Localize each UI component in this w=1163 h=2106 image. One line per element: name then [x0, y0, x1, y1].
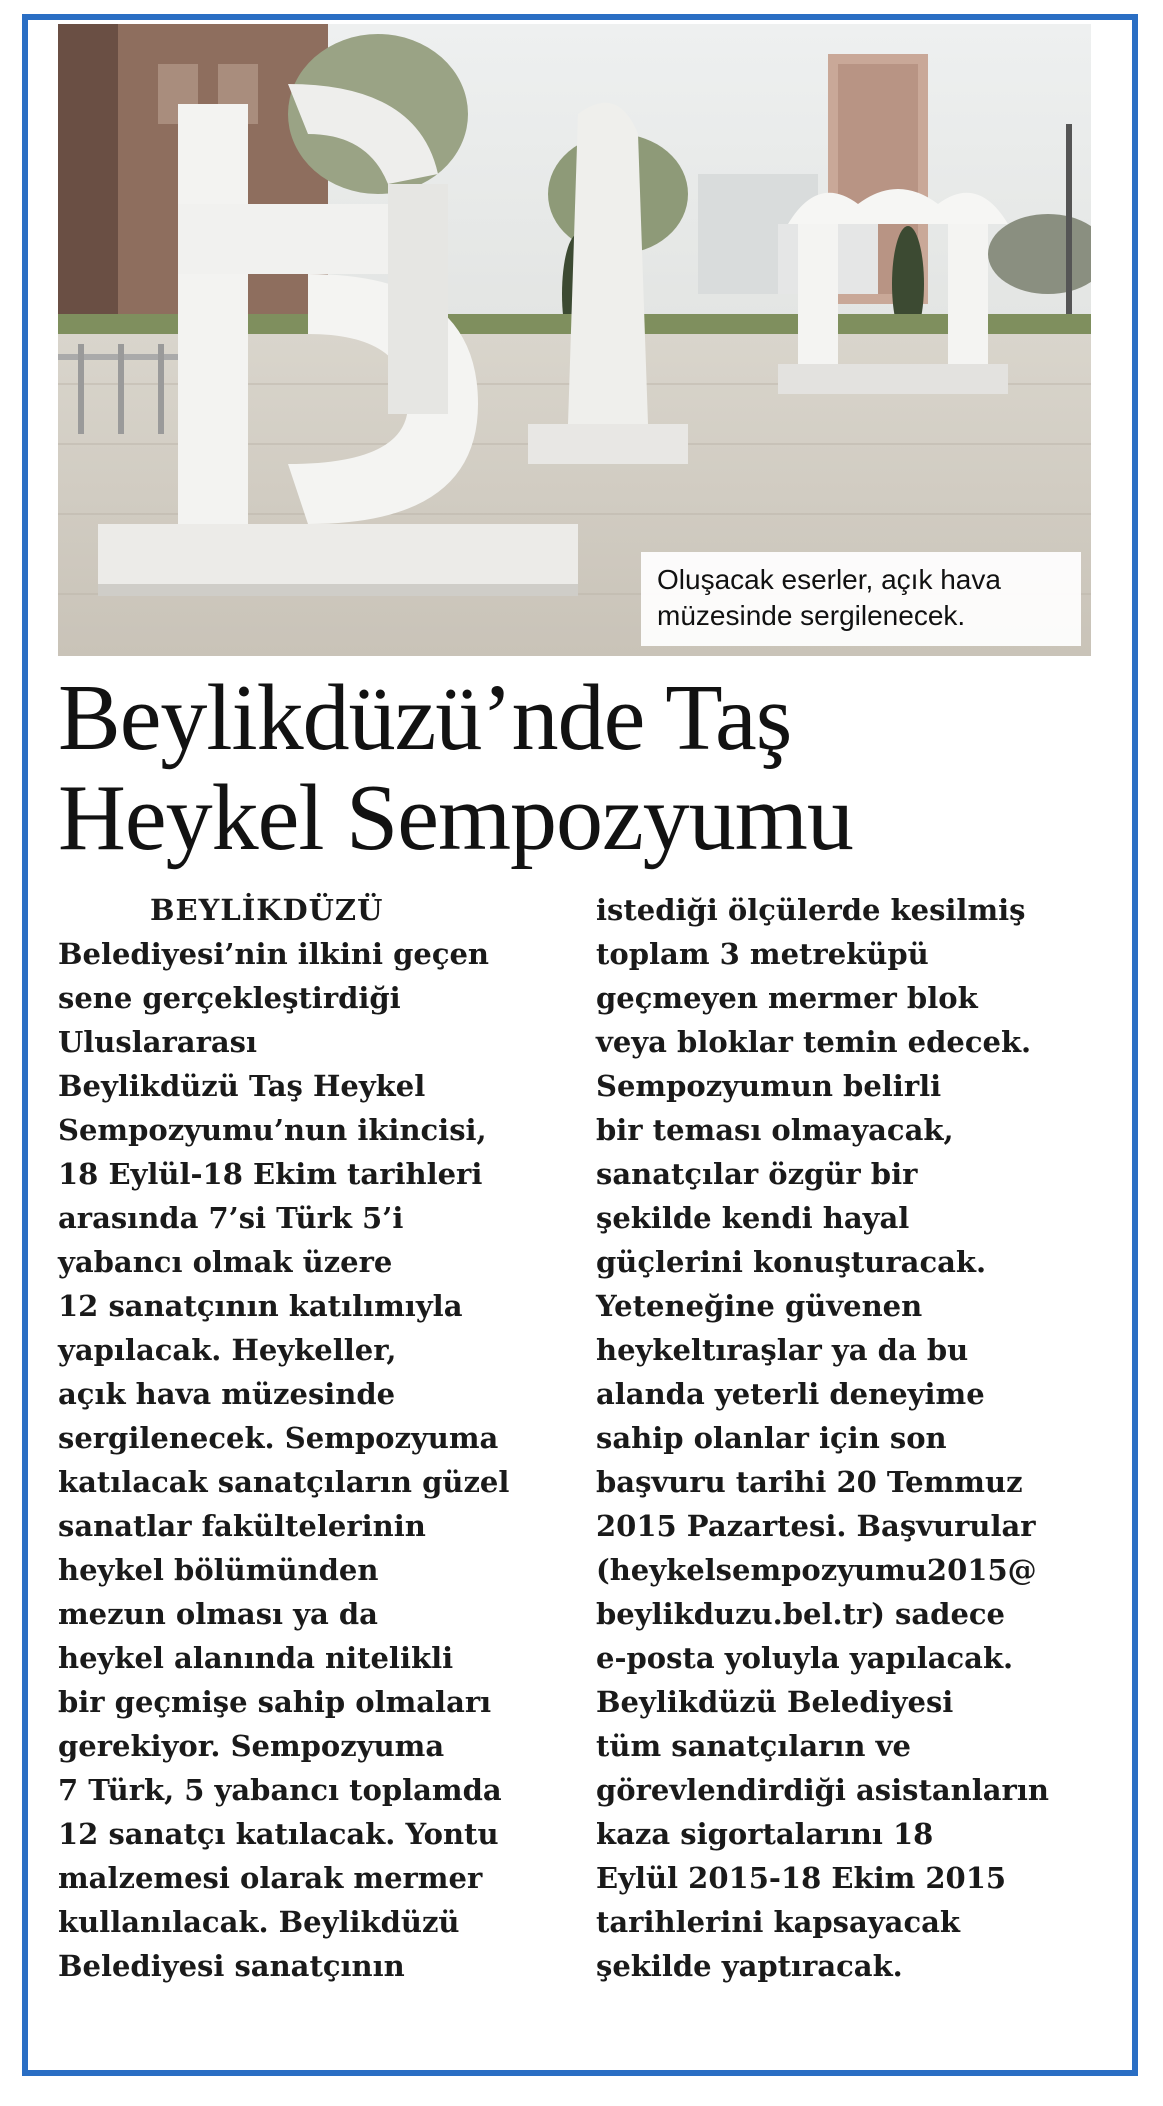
article-line: beylikduzu.bel.tr) sadece [596, 1597, 1006, 1631]
photo-caption-line-2: müzesinde sergilenecek. [657, 600, 966, 631]
article-line: katılacak sanatçıların güzel [58, 1465, 510, 1499]
article-line: kullanılacak. Beylikdüzü [58, 1905, 460, 1939]
article-line: tarihlerini kapsayacak [596, 1905, 960, 1939]
article-column-right [596, 888, 1096, 1988]
article-line: görevlendirdiği asistanların [596, 1773, 1049, 1807]
article-line: Uluslararası [58, 1025, 258, 1059]
article-line: bir geçmişe sahip olmaları [58, 1685, 492, 1719]
article-line: (heykelsempozyumu2015@ [596, 1553, 1037, 1587]
article-line: arasında 7’si Türk 5’i [58, 1201, 404, 1235]
headline-line-1: Beylikdüzü’nde Taş [58, 666, 792, 770]
article-line: geçmeyen mermer blok [596, 981, 978, 1015]
article-line: sene gerçekleştirdiği [58, 981, 401, 1015]
article-line: 12 sanatçı katılacak. Yontu [58, 1817, 499, 1851]
article-line: tüm sanatçıların ve [596, 1729, 911, 1763]
article-line: Eylül 2015-18 Ekim 2015 [596, 1861, 1007, 1895]
article-line: malzemesi olarak mermer [58, 1861, 483, 1895]
article-column-left [58, 888, 558, 1988]
photo-caption [641, 552, 1081, 646]
article-line: güçlerini konuşturacak. [596, 1245, 987, 1279]
article-line: Sempozyumu’nun ikincisi, [58, 1113, 487, 1147]
article-line: istediği ölçülerde kesilmiş [596, 893, 1026, 927]
article-line: heykel alanında nitelikli [58, 1641, 454, 1675]
article-line: açık hava müzesinde [58, 1377, 396, 1411]
article-line: bir teması olmayacak, [596, 1113, 954, 1147]
article-line: veya bloklar temin edecek. [596, 1025, 1032, 1059]
article-line: sanatçılar özgür bir [596, 1157, 918, 1191]
article-line: Yeteneğine güvenen [596, 1289, 923, 1323]
sculpture-photo [58, 24, 1091, 656]
article-line: heykeltıraşlar ya da bu [596, 1333, 969, 1367]
article-line: kaza sigortalarını 18 [596, 1817, 934, 1851]
article-line: 12 sanatçının katılımıyla [58, 1289, 463, 1323]
article-line: Belediyesi’nin ilkini geçen [58, 937, 490, 971]
photo-caption-line-1: Oluşacak eserler, açık hava [657, 564, 1001, 595]
article-line: sanatlar fakültelerinin [58, 1509, 426, 1543]
article-line: heykel bölümünden [58, 1553, 379, 1587]
article-line: e-posta yoluyla yapılacak. [596, 1641, 1014, 1675]
article-dateline: BEYLİKDÜZÜ [150, 893, 384, 927]
article-line: şekilde kendi hayal [596, 1201, 910, 1235]
article-line: şekilde yaptıracak. [596, 1949, 903, 1983]
article-line: 7 Türk, 5 yabancı toplamda [58, 1773, 502, 1807]
article-line: Beylikdüzü Taş Heykel [58, 1069, 426, 1103]
article-line: yabancı olmak üzere [58, 1245, 393, 1279]
article-line: Sempozyumun belirli [596, 1069, 942, 1103]
article-line: alanda yeterli deneyime [596, 1377, 985, 1411]
article-line: 2015 Pazartesi. Başvurular [596, 1509, 1036, 1543]
article-line: başvuru tarihi 20 Temmuz [596, 1465, 1023, 1499]
headline-line-2: Heykel Sempozyumu [58, 766, 853, 870]
article-headline [58, 668, 1098, 868]
article-line: toplam 3 metreküpü [596, 937, 929, 971]
article-line: sahip olanlar için son [596, 1421, 947, 1455]
article-line: Belediyesi sanatçının [58, 1949, 405, 1983]
article-line: 18 Eylül-18 Ekim tarihleri [58, 1157, 483, 1191]
article-line: sergilenecek. Sempozyuma [58, 1421, 499, 1455]
article-line: Beylikdüzü Belediyesi [596, 1685, 954, 1719]
article-line: mezun olması ya da [58, 1597, 378, 1631]
article-line: yapılacak. Heykeller, [58, 1333, 397, 1367]
article-line: gerekiyor. Sempozyuma [58, 1729, 445, 1763]
